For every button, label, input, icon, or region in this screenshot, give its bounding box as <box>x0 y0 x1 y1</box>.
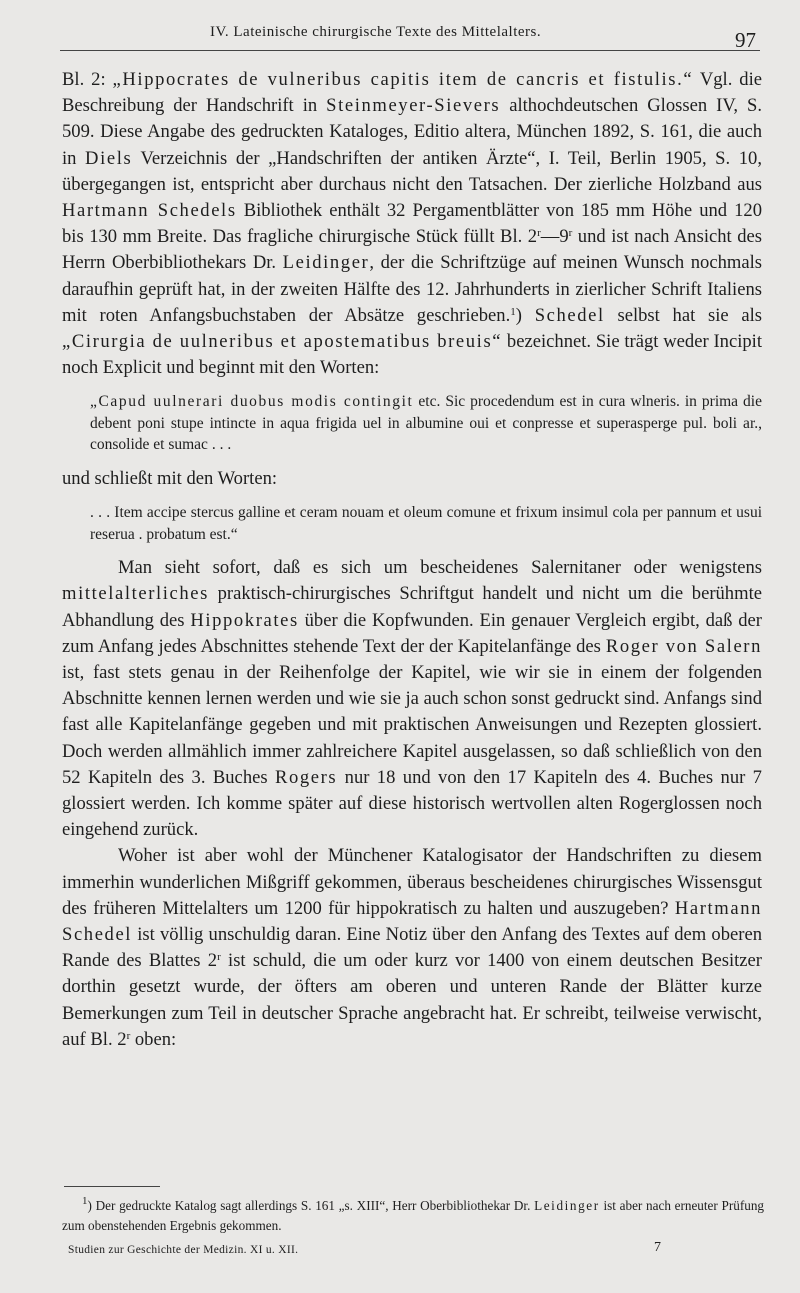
superscript: r <box>537 227 541 240</box>
author-name: Rogers <box>274 766 338 788</box>
text-run: Verzeichnis der „Handschriften der antiken Ärzte“, I. Teil, Berlin 1905, S. 10, übergegangen ist, entspricht aber durchaus nicht den Tatsachen. Der zierliche Holzband aus <box>62 147 762 195</box>
running-title: IV. Lateinische chirurgische Texte des Mittelalters. <box>210 24 542 40</box>
text-run: ist, fast stets genau in der Reihenfolge der Kapitel, wie wir sie in einem der folgenden Abschnitte kennen lernen werden und wie sie ja auch schon sonst gedruckt sind. Anfangs sind fast alle Kapitelanfänge gegeben und mit praktischen Anweisungen und Rezepten glossiert. Doch werden allmählich immer zahlreichere Kapitel ausgelassen, so daß schließlich von den 52 Kapiteln des 3. Buches <box>62 661 762 788</box>
text-run: , der die Schriftzüge auf meinen Wunsch nochmals daraufhin geprüft hat, in der zweiten Hälfte des 12. Jahrhunderts in zierlicher Schrift Italiens mit roten Anfangsbuchstaben der Absätze geschrieben. <box>62 252 762 326</box>
paragraph-manuscript-description <box>62 67 762 381</box>
text-run: ist aber nach erneuter Prüfung zum obenstehenden Ergebnis gekommen. <box>62 1198 765 1233</box>
quote-explicit: . . . Item accipe stercus galline et ceram nouam et oleum comune et frixum insimul cola per pannum et usui reserua . probatum est.“ <box>90 504 762 543</box>
superscript: r <box>126 1029 131 1042</box>
text-run: über die Kopfwunden. Ein genauer Vergleich ergibt, daß der zum Anfang jedes Abschnittes stehende Text der der Kapitelanfänge des <box>62 609 762 657</box>
text-run: selbst hat sie als <box>604 304 763 326</box>
text-run: —9 <box>540 226 569 248</box>
footnote-divider <box>64 1186 160 1187</box>
text-run: ) Der gedruckte Katalog sagt allerdings S. 161 „s. XIII“, Herr Oberbibliothekar Dr. <box>87 1198 535 1213</box>
person-name: Hartmann Schedels <box>62 200 237 222</box>
body-text <box>62 67 762 1053</box>
printer-signature: Studien zur Geschichte der Medizin. XI u. XII. <box>68 1244 299 1256</box>
text-run: Bl. 2: <box>62 69 113 90</box>
footnote-mark: 1 <box>82 1195 88 1207</box>
paragraph-analysis <box>62 555 762 843</box>
text-run: althochdeutschen Glossen IV, S. 509. Diese Angabe des gedruckten Kataloges, Editio altera, München 1892, S. 161, die auch in <box>62 95 762 169</box>
footnote <box>62 1196 764 1236</box>
text-run: ist völlig unschuldig daran. Eine Notiz über den Anfang des Textes auf dem oberen Rande des Blattes 2 <box>62 923 762 972</box>
author-name: Steinmeyer-Sievers <box>326 95 501 117</box>
page-header <box>60 20 760 51</box>
author-name: Hippokrates <box>190 609 299 631</box>
text-run: bezeichnet. Sie trägt weder Incipit noch Explicit und beginnt mit den Worten: <box>62 331 762 379</box>
text-run: Woher ist aber wohl der Münchener Katalogisator der Handschriften zu diesem immerhin wunderlichen Mißgriff gekommen, überaus bescheidenes chirurgisches Wissensgut des früheren Mittelalters um 1200 für hippokratisch zu halten und auszugeben? <box>62 845 762 919</box>
text-run: praktisch-chirurgisches Schriftgut handelt und nicht um die berühmte Abhandlung des <box>62 583 762 631</box>
text-run: Vgl. die Beschreibung der Handschrift in <box>62 69 763 117</box>
text-run: etc. Sic procedendum est in cura wlneris. in prima die debent poni stupe intincte in aqua frigida uel in albumine oui et conpresse et superasperge pul. boli ar., consolide et sumac . . . <box>90 393 762 454</box>
manuscript-title: „Cirurgia de uulneribus et apostematibus breuis“ <box>62 331 503 353</box>
quote-incipit <box>90 391 762 456</box>
text-run: oben: <box>130 1028 177 1050</box>
text-run: ist schuld, die um oder kurz vor 1400 von einem deutschen Besitzer dorthin gesetzt wurde, der öfters am oberen und unteren Rande der Blätter kurze Bemerkungen zum Teil in deutscher Sprache angebracht hat. Er schreibt, teilweise verwischt, auf Bl. 2 <box>62 950 762 1050</box>
incipit-text: „Capud uulnerari duobus modis contingit <box>90 393 414 411</box>
superscript: r <box>568 227 573 240</box>
person-name: Leidinger <box>282 252 370 274</box>
person-name: Schedel <box>534 304 605 326</box>
text-run: ) <box>515 304 535 326</box>
page-number: 97 <box>735 28 756 52</box>
text-run: Bibliothek enthält 32 Pergamentblätter von 185 mm Höhe und 120 bis 130 mm Breite. Das fragliche chirurgische Stück füllt Bl. 2 <box>62 200 762 248</box>
person-name: Hartmann Schedel <box>62 897 762 945</box>
emphasis: mittelalterliches <box>62 583 209 605</box>
superscript: r <box>217 951 221 964</box>
footnote-ref[interactable]: 1 <box>510 305 516 318</box>
paragraph-catalog-error <box>62 843 762 1053</box>
text-run: und ist nach Ansicht des Herrn Oberbibliothekars Dr. <box>62 226 762 274</box>
person-name: Leidinger <box>534 1198 600 1213</box>
text-run: nur 18 und von den 17 Kapiteln des 4. Buches nur 7 glossiert werden. Ich komme später auf diese historisch wertvollen alten Rogerglossen noch eingehend zurück. <box>62 766 762 841</box>
author-name: Roger von Salern <box>605 635 762 657</box>
paragraph-transition: und schließt mit den Worten: <box>62 467 278 489</box>
footnote-text <box>62 1196 764 1236</box>
text-run: Man sieht sofort, daß es sich um bescheidenes Salernitaner oder wenigstens <box>118 557 762 579</box>
author-name: Diels <box>85 147 133 169</box>
signature-mark: 7 <box>654 1240 661 1255</box>
manuscript-title: „Hippocrates de vulneribus capitis item de cancris et fistulis.“ <box>112 69 694 90</box>
